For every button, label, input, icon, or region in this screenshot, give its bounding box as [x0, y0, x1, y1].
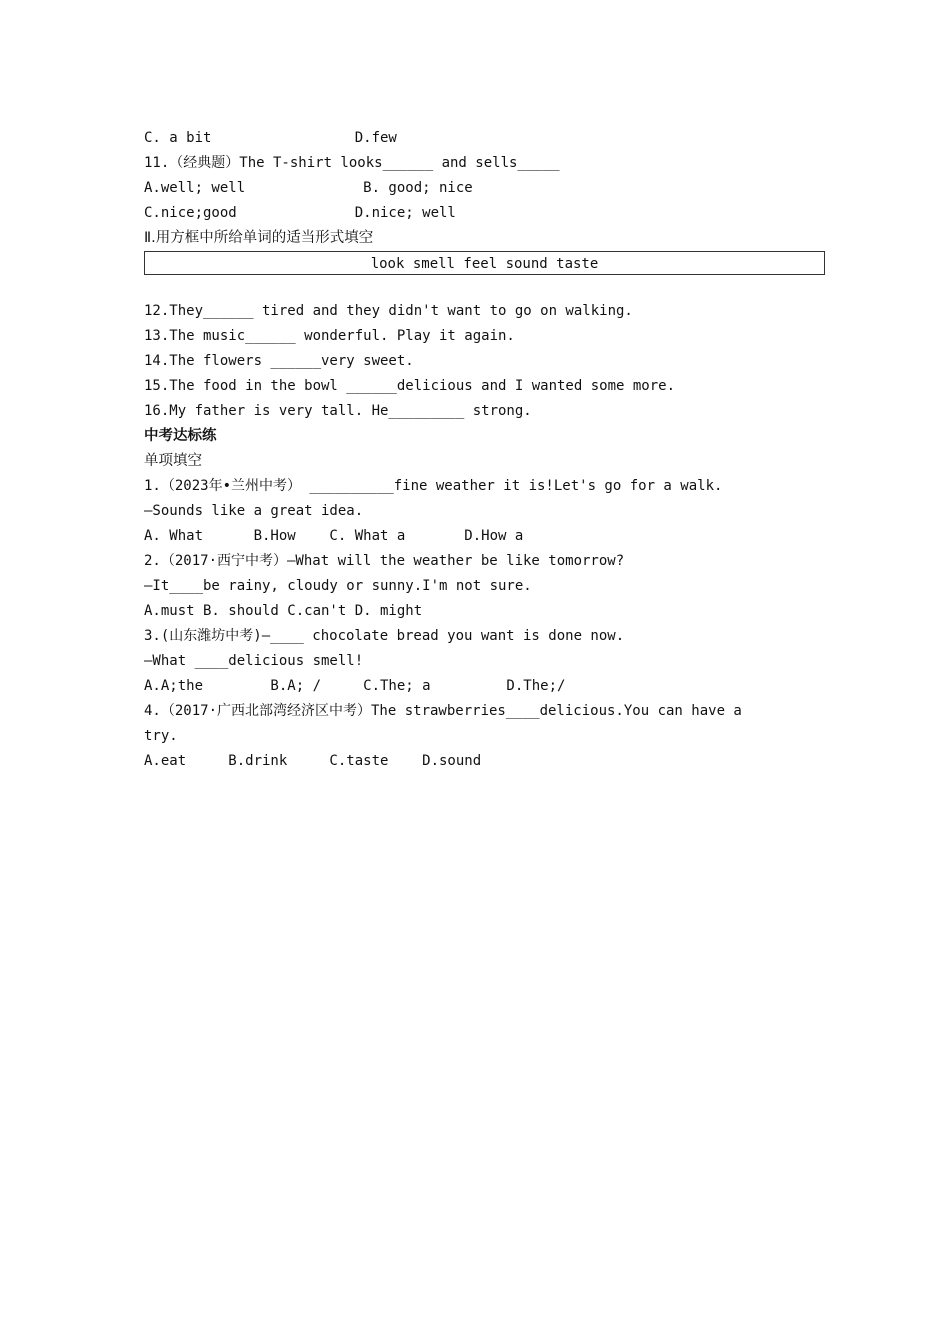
question-line: 12.They______ tired and they didn't want to go on walking.	[144, 303, 633, 319]
question-line: 4.（2017·广西北部湾经济区中考）The strawberries____delicious.You can have a	[144, 703, 742, 719]
question-line: 11.（经典题）The T-shirt looks______ and sells_____	[144, 155, 560, 171]
section-heading: 中考达标练	[144, 428, 217, 444]
option-line: A. What B.How C. What a D.How a	[144, 528, 524, 544]
question-line: 2.（2017·西宁中考）—What will the weather be like tomorrow?	[144, 553, 625, 569]
question-line: try.	[144, 728, 178, 744]
dialogue-line: —It____be rainy, cloudy or sunny.I'm not sure.	[144, 578, 532, 594]
option-line: A.eat B.drink C.taste D.sound	[144, 753, 482, 769]
option-line: C. a bit D.few	[144, 130, 397, 146]
question-line: 1.（2023年•兰州中考） __________fine weather it is!Let's go for a walk.	[144, 478, 723, 494]
option-line: A.must B. should C.can't D. might	[144, 603, 423, 619]
section-heading: Ⅱ.用方框中所给单词的适当形式填空	[144, 230, 374, 246]
option-line: A.well; well B. good; nice	[144, 180, 473, 196]
dialogue-line: —What ____delicious smell!	[144, 653, 364, 669]
question-line: 16.My father is very tall. He_________ strong.	[144, 403, 532, 419]
section-subheading: 单项填空	[144, 453, 202, 469]
question-line: 15.The food in the bowl ______delicious and I wanted some more.	[144, 378, 676, 394]
word-box: look smell feel sound taste	[144, 251, 825, 275]
dialogue-line: —Sounds like a great idea.	[144, 503, 364, 519]
option-line: C.nice;good D.nice; well	[144, 205, 456, 221]
question-line: 3.(山东潍坊中考)—____ chocolate bread you want is done now.	[144, 628, 625, 644]
option-line: A.A;the B.A; / C.The; a D.The;/	[144, 678, 566, 694]
question-line: 13.The music______ wonderful. Play it again.	[144, 328, 515, 344]
question-line: 14.The flowers ______very sweet.	[144, 353, 414, 369]
document-page	[144, 126, 826, 774]
spacer	[144, 275, 826, 299]
